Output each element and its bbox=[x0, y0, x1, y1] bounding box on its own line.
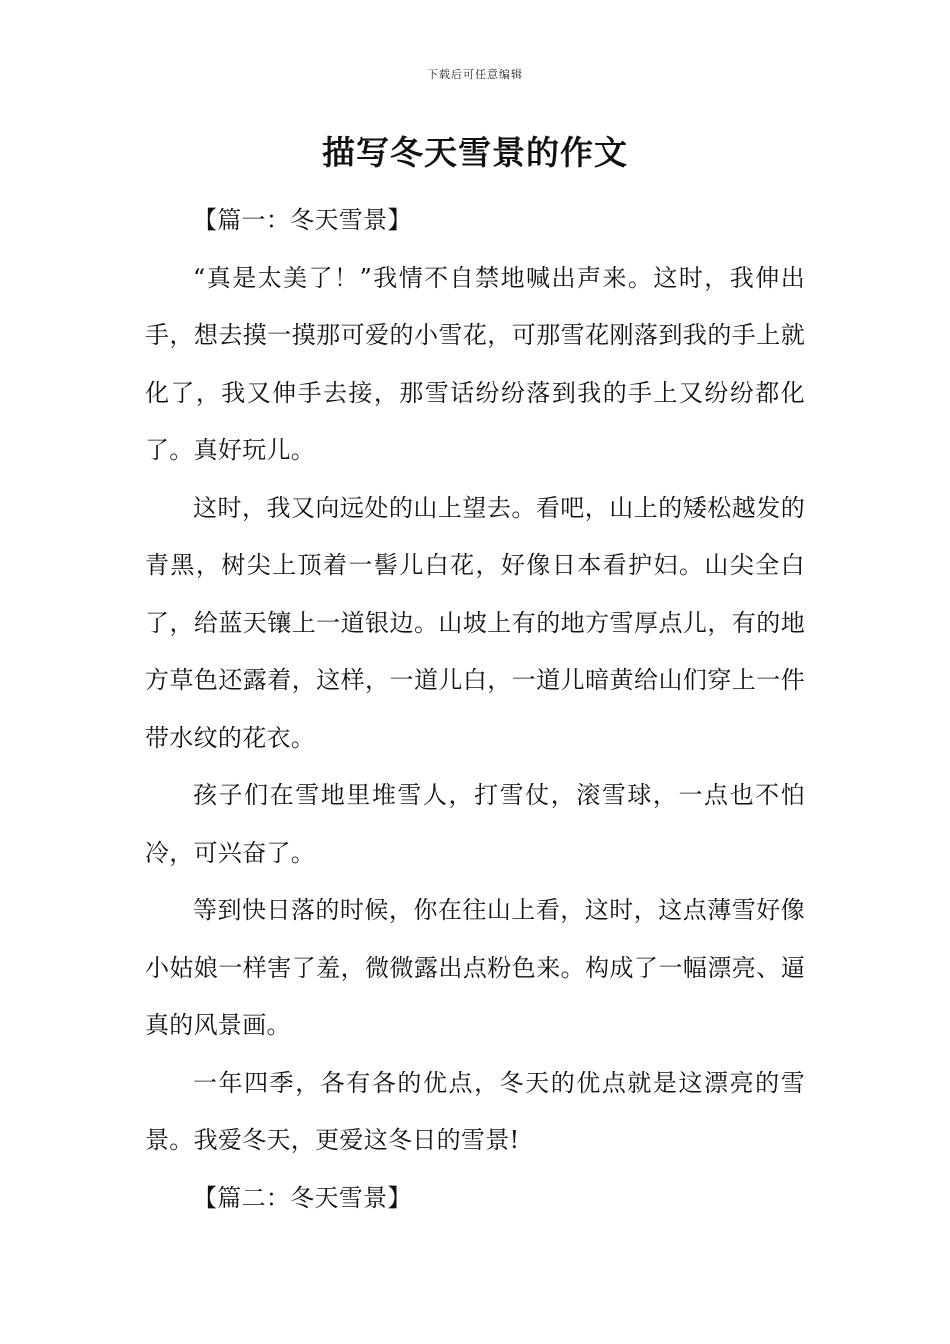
paragraph: 这时，我又向远处的山上望去。看吧，山上的矮松越发的青黑，树尖上顶着一髻儿白花，好像日本看护妇。山尖全白了，给蓝天镶上一道银边。山坡上有的地方雪厚点儿，有的地方草色还露着，这样，一道儿白，一道儿暗黄给山们穿上一件带水纹的花衣。 bbox=[145, 493, 805, 752]
paragraph: “真是太美了！”我情不自禁地喊出声来。这时，我伸出手，想去摸一摸那可爱的小雪花，可那雪花刚落到我的手上就化了，我又伸手去接，那雪话纷纷落到我的手上又纷纷都化了。真好玩儿。 bbox=[145, 263, 805, 464]
page-header-note: 下载后可任意编辑 bbox=[427, 68, 523, 81]
paragraph: 孩子们在雪地里堆雪人，打雪仗，滚雪球，一点也不怕冷，可兴奋了。 bbox=[145, 781, 805, 867]
paragraph: 一年四季，各有各的优点，冬天的优点就是这漂亮的雪景。我爱冬天，更爱这冬日的雪景! bbox=[145, 1068, 805, 1154]
document-body bbox=[145, 192, 805, 1227]
section-heading-1: 【篇一：冬天雪景】 bbox=[193, 206, 412, 234]
document-title: 描写冬天雪景的作文 bbox=[322, 133, 628, 172]
section-heading-2: 【篇二：冬天雪景】 bbox=[193, 1183, 412, 1212]
paragraph: 等到快日落的时候，你在往山上看，这时，这点薄雪好像小姑娘一样害了羞，微微露出点粉色来。构成了一幅漂亮、逼真的风景画。 bbox=[145, 896, 805, 1039]
